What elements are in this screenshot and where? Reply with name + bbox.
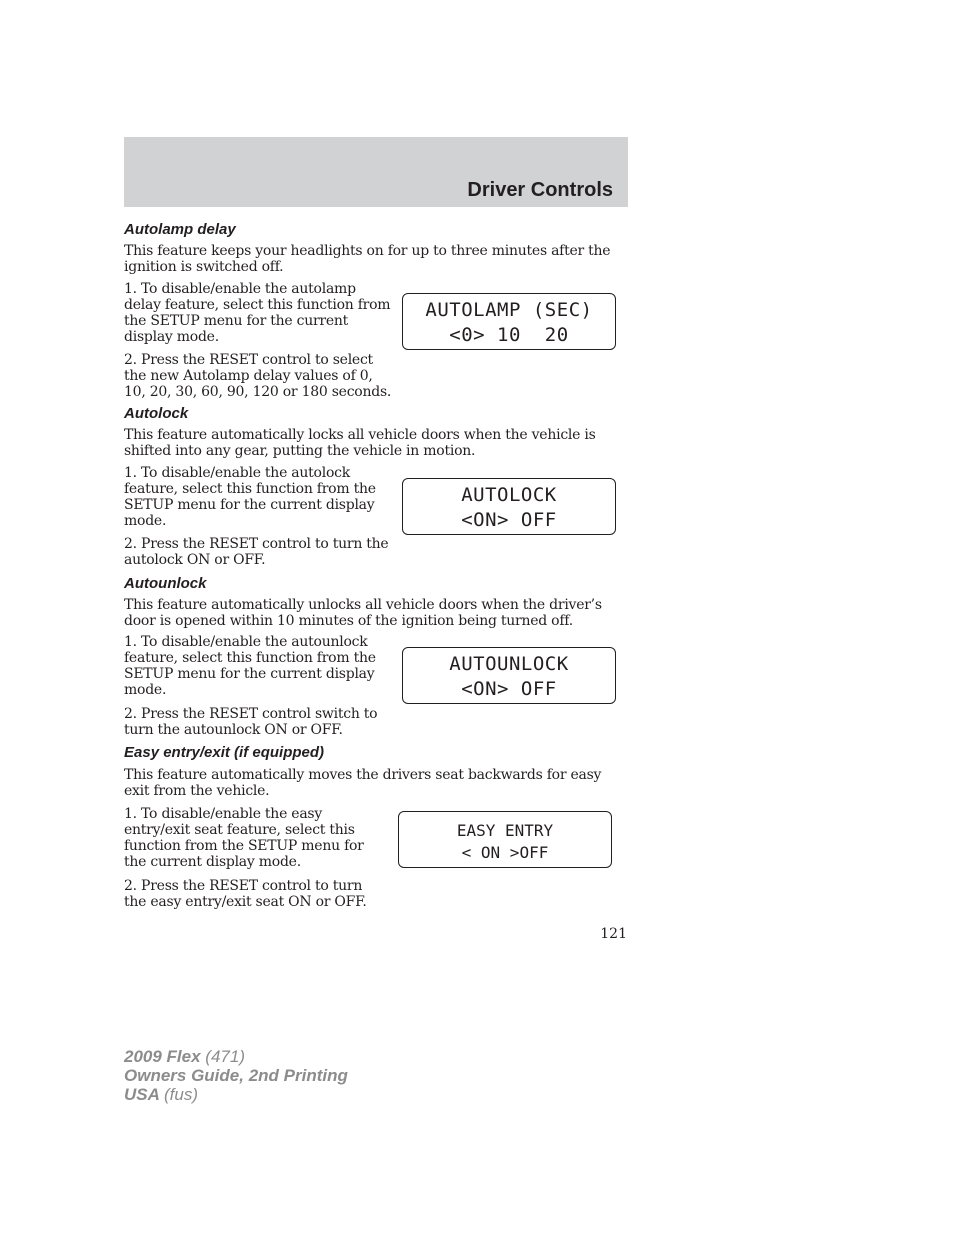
heading-easy-entry-exit: Easy entry/exit (if equipped) bbox=[124, 744, 325, 761]
heading-autolock: Autolock bbox=[124, 405, 189, 422]
autolock-intro: This feature automatically locks all vehicle doors when the vehicle is shifted into any gear, putting the vehicle in motion. bbox=[124, 427, 596, 459]
autolamp-display-line-2: <0> 10 20 bbox=[449, 324, 569, 346]
autolock-step-2: 2. Press the RESET control to turn the autolock ON or OFF. bbox=[124, 536, 389, 568]
footer-guide: Owners Guide, 2nd Printing bbox=[124, 1066, 348, 1085]
easy-entry-display bbox=[398, 811, 612, 868]
heading-autolamp-delay: Autolamp delay bbox=[124, 221, 236, 238]
autolamp-display bbox=[402, 293, 616, 350]
footer-region: USA bbox=[124, 1085, 160, 1104]
autounlock-display-line-1: AUTOUNLOCK bbox=[449, 653, 569, 675]
easy-entry-display-line-1: EASY ENTRY bbox=[456, 821, 554, 840]
easy-entry-step-2: 2. Press the RESET control to turn the easy entry/exit seat ON or OFF. bbox=[124, 878, 367, 910]
easy-entry-step-1: 1. To disable/enable the easy entry/exit seat feature, select this function from the SETUP menu for the current display mode. bbox=[124, 806, 364, 870]
footer-line-3 bbox=[124, 1085, 348, 1104]
footer-line-1 bbox=[124, 1047, 348, 1066]
section-header-band bbox=[124, 137, 628, 207]
easy-entry-intro: This feature automatically moves the drivers seat backwards for easy exit from the vehicle. bbox=[124, 767, 602, 799]
autolock-display bbox=[402, 478, 616, 535]
autolock-display-line-1: AUTOLOCK bbox=[461, 484, 557, 506]
footer-publication-info bbox=[124, 1047, 348, 1104]
heading-autounlock: Autounlock bbox=[124, 575, 207, 592]
easy-entry-display-line-2: < ON >OFF bbox=[461, 843, 549, 862]
autounlock-display bbox=[402, 647, 616, 704]
autolamp-step-2: 2. Press the RESET control to select the new Autolamp delay values of 0, 10, 20, 30, 60, 90, 120 or 180 seconds. bbox=[124, 352, 392, 400]
page-number: 121 bbox=[600, 926, 627, 942]
autolamp-intro: This feature keeps your headlights on for up to three minutes after the ignition is switched off. bbox=[124, 243, 611, 275]
autolamp-step-1: 1. To disable/enable the autolamp delay feature, select this function from the SETUP menu for the current display mode. bbox=[124, 281, 391, 345]
section-title: Driver Controls bbox=[467, 179, 613, 201]
autounlock-step-1: 1. To disable/enable the autounlock feature, select this function from the SETUP menu for the current display mode. bbox=[124, 634, 376, 698]
autounlock-intro: This feature automatically unlocks all vehicle doors when the driver’s door is opened within 10 minutes of the ignition being turned off. bbox=[124, 597, 602, 629]
autolock-step-1: 1. To disable/enable the autolock feature, select this function from the SETUP menu for the current display mode. bbox=[124, 465, 376, 529]
autounlock-display-line-2: <ON> OFF bbox=[461, 678, 557, 700]
autounlock-step-2: 2. Press the RESET control switch to turn the autounlock ON or OFF. bbox=[124, 706, 378, 738]
autolock-display-line-2: <ON> OFF bbox=[461, 509, 557, 531]
footer-model: 2009 Flex bbox=[124, 1047, 201, 1066]
footer-region-code: (fus) bbox=[164, 1085, 198, 1104]
footer-model-code: (471) bbox=[205, 1047, 245, 1066]
autolamp-display-line-1: AUTOLAMP (SEC) bbox=[425, 299, 593, 321]
